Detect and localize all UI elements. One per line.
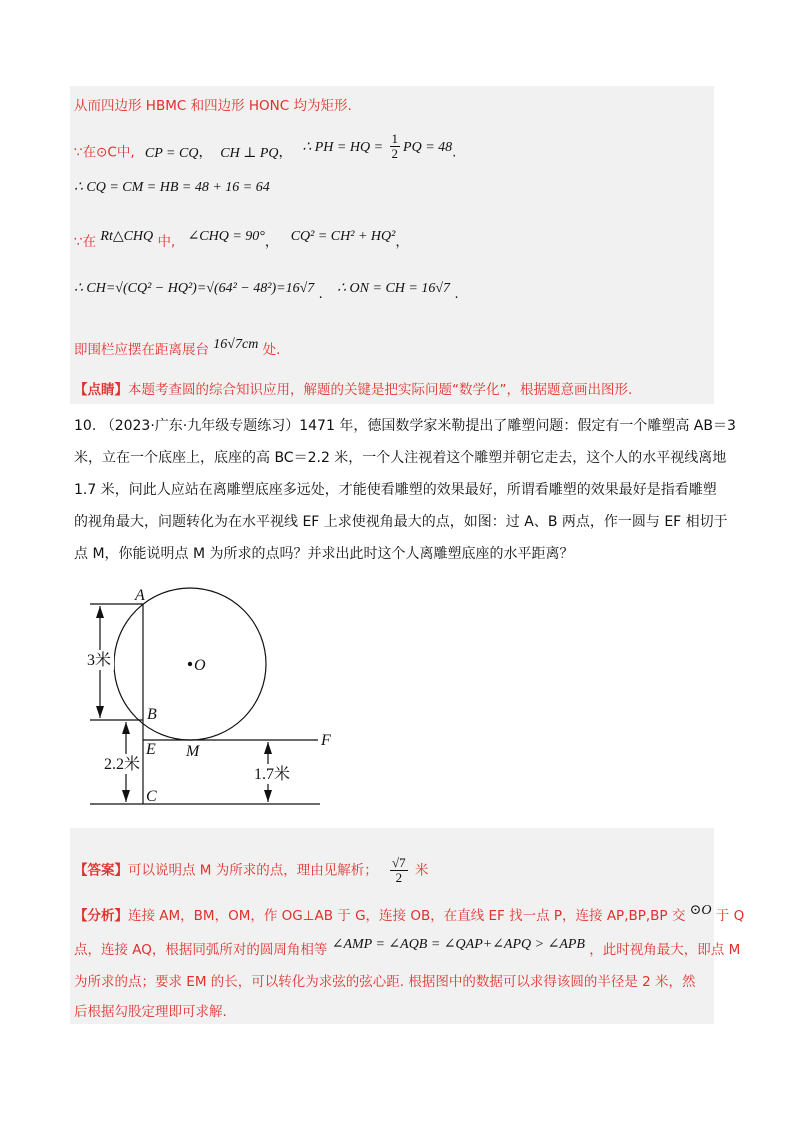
label-b: B [147,706,157,723]
answer-line [74,856,428,885]
solution-line-5: ∴ CH=√(CQ² − HQ²)=√(64² − 48²)=16√7 . ∴ ON = CH = 16√7 . [74,281,459,302]
analysis-tag: 【分析】 [74,908,128,924]
analysis-line-1: 【分析】连接 AM，BM，OM，作 OG⊥AB 于 G，连接 OB，在直线 EF 找一点 P，连接 AP,BP,BP 交 ⊙O 于 Q [74,903,745,924]
eq-on-value: ∴ ON = CH = 16√7 [337,281,451,296]
analysis-line-2: 点，连接 AQ，根据同弧所对的圆周角相等 ∠AMP = ∠AQB = ∠QAP+∠APQ > ∠APB ，此时视角最大，即点 M [74,937,741,958]
eq-pq-48: PQ = 48 [403,139,453,155]
answer-text: 可以说明点 M 为所求的点，理由见解析； [128,862,378,879]
eq-angle-chq: ∠CHQ = 90° [187,229,265,244]
solution-line-6: 即围栏应摆在距离展台 16√7cm 处. [74,337,281,358]
eq-pythagoras: CQ² = CH² + HQ² [290,229,396,244]
dim-bc-label: 2.2米 [104,756,141,773]
label-o: O [194,657,206,674]
analysis-line-3: 为所求的点；要求 EM 的长，可以转化为求弦的弦心距. 根据图中的数据可以求得该圆的半径是 2 米，然 [74,974,696,990]
solution-line-3: ∴ CQ = CM = HB = 48 + 16 = 64 [74,180,270,195]
eq-ch-perp-pq: CH ⊥ PQ [220,145,279,161]
because-text: ∵在⊙C中, [74,144,135,161]
label-e: E [146,741,156,758]
comment-text: 本题考查圆的综合知识应用，解题的关键是把实际问题“数学化”，根据题意画出图形. [128,382,633,398]
triangle-chq: Rt△CHQ [100,229,154,244]
circle-o-symbol: ⊙O [689,903,712,918]
answer-unit: 米 [414,862,429,879]
distance-value: 16√7cm [213,337,259,352]
eq-ch-value: ∴ CH=√(CQ² − HQ²)=√(64² − 48²)=16√7 [74,281,315,296]
label-c: C [146,788,157,805]
question-line-2: 米，立在一个底座上，底座的高 BC＝2.2 米，一个人注视着这个雕塑并朝它走去，这个人的水平视线离地 [74,450,727,466]
dim-ab-label: 3米 [87,652,112,669]
question-line-5: 点 M，你能说明点 M 为所求的点吗？并求出此时这个人离雕塑底座的水平距离？ [74,546,574,562]
fraction-half: $\frac{1}{2}$ [391,131,399,161]
eq-cp-cq: CP = CQ [144,145,199,161]
sculpture-figure [80,578,340,810]
question-line-4: 的视角最大，问题转化为在水平视线 EF 上求使视角最大的点，如图：过 A、B 两点，作一圆与 EF 相切于 [74,514,728,530]
question-line-1: 10. （2023·广东·九年级专题练习）1471 年，德国数学家米勒提出了雕塑问题：假定有一个雕塑高 AB＝3 [74,418,736,434]
eq-ph-hq: ∴ PH = HQ = [302,139,387,155]
angle-relation: ∠AMP = ∠AQB = ∠QAP+∠APQ > ∠APB [331,937,585,952]
answer-fraction: $\frac{√7}{2}$ [392,855,406,885]
solution-line-2: ∵在⊙C中, CP = CQ， CH ⊥ PQ， ∴ PH = HQ = $\frac{1}{2}$ PQ = 48. [74,131,457,161]
center-dot [188,662,192,666]
comment-line [74,380,632,400]
analysis-line-4: 后根据勾股定理即可求解. [74,1004,227,1020]
label-m: M [186,743,200,760]
comment-tag: 【点睛】 [74,382,128,398]
solution-line-1: 从而四边形 HBMC 和四边形 HONC 均为矩形. [74,98,352,114]
label-f: F [321,732,331,749]
dim-eye-label: 1.7米 [254,766,291,783]
solution-line-4: ∵在 Rt△CHQ 中, ∠CHQ = 90°， CQ² = CH² + HQ²， [74,229,409,250]
question-line-3: 1.7 米，问此人应站在离雕塑底座多远处，才能使看雕塑的效果最好，所谓看雕塑的效果最好是指看雕塑 [74,482,717,498]
answer-tag: 【答案】 [74,862,128,879]
label-a: A [135,587,145,604]
